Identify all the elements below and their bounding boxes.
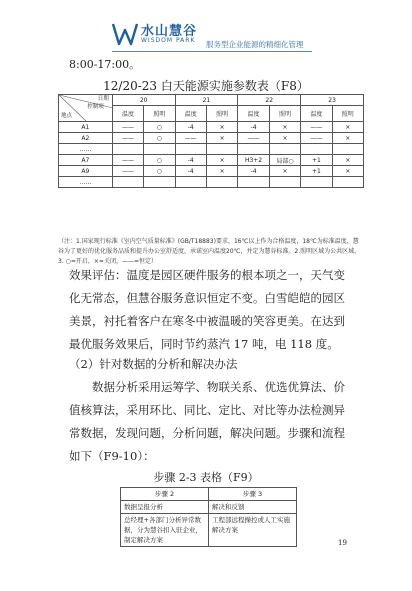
subheader-cell: 温度: [175, 106, 206, 122]
table-cell: [301, 177, 332, 188]
subheader-cell: 温度: [301, 106, 332, 122]
table-cell: [112, 177, 143, 188]
table-cell: ×: [206, 133, 237, 144]
table-cell: 局部○: [269, 155, 300, 166]
date-header: 21: [175, 95, 238, 106]
table-cell: ×: [206, 155, 237, 166]
table-cell: ——: [112, 166, 143, 177]
table-cell: +1: [301, 166, 332, 177]
row-location-label: ……: [59, 177, 113, 188]
table-cell: ○: [144, 133, 175, 144]
energy-parameter-table: [58, 94, 364, 188]
table-cell: ——: [112, 122, 143, 133]
row-location-label: A1: [59, 122, 113, 133]
row-location-label: A7: [59, 155, 113, 166]
subheader-cell: 温度: [238, 106, 269, 122]
table-cell: ×: [269, 122, 300, 133]
step-cell: 总经理+各部门分析异常数据，分为慧谷扣入驻企业，制定解决方案: [121, 514, 209, 547]
table-cell: ×: [206, 166, 237, 177]
table-cell: [206, 144, 237, 155]
table-cell: [301, 144, 332, 155]
table-cell: [112, 144, 143, 155]
table-cell: ○: [144, 155, 175, 166]
table-cell: ×: [332, 166, 363, 177]
table-row: [59, 166, 364, 177]
table-row: [59, 122, 364, 133]
subheader-cell: 照明: [332, 106, 363, 122]
table-cell: [332, 177, 363, 188]
step-cell: 工程部远程操控或人工实施解决方案: [209, 514, 297, 547]
table-cell: [144, 177, 175, 188]
table-cell: ×: [269, 133, 300, 144]
table-cell: ——: [301, 133, 332, 144]
table-cell: [175, 144, 206, 155]
table-cell: -4: [238, 166, 269, 177]
subheader-cell: 温度: [112, 106, 143, 122]
table-cell: [269, 177, 300, 188]
table-cell: -4: [175, 166, 206, 177]
table-cell: ○: [144, 122, 175, 133]
row-location-label: ……: [59, 144, 113, 155]
table-cell: ——: [112, 133, 143, 144]
table-cell: ——: [175, 133, 206, 144]
corner-label-location: 地点: [61, 113, 73, 119]
corner-label-date: 日期: [97, 96, 109, 102]
subheader-cell: 照明: [206, 106, 237, 122]
brand-english-name: WISDOM PARK: [141, 37, 196, 44]
date-header: 23: [301, 95, 364, 106]
table-cell: ×: [206, 122, 237, 133]
table-cell: +1: [301, 155, 332, 166]
table-cell: ——: [301, 122, 332, 133]
table-cell: ○: [144, 166, 175, 177]
table-cell: ——: [238, 133, 269, 144]
table-cell: ×: [332, 133, 363, 144]
section-heading: （2）针对数据的分析和解决办法: [69, 357, 238, 371]
brand-name: 水山慧谷: [141, 24, 198, 39]
table-cell: [332, 144, 363, 155]
table-row: [59, 133, 364, 144]
row-location-label: A2: [59, 133, 113, 144]
table-corner-cell: [59, 95, 113, 122]
corner-label-control: 控制项: [87, 104, 104, 110]
table-cell: ×: [269, 166, 300, 177]
table-cell: ——: [112, 155, 143, 166]
table-cell: [144, 144, 175, 155]
intro-time: 8:00-17:00。: [69, 58, 141, 71]
steps-table: [120, 487, 297, 547]
table-cell: H3+2: [238, 155, 269, 166]
table-cell: ×: [332, 122, 363, 133]
wisdom-park-logo-icon: [112, 22, 138, 46]
data-analysis-paragraph: 数据分析采用运筹学、物联关系、优选优算法、价值核算法，采用环比、同比、定比、对比等办法检测异常数据，发现问题，分析问题，解决问题。步骤和流程如下（F9-10）：: [69, 380, 345, 463]
date-header: 20: [112, 95, 175, 106]
step-header: 步骤 3: [209, 488, 297, 501]
table-cell: [175, 177, 206, 188]
table-cell: ×: [332, 155, 363, 166]
table-row: [59, 177, 364, 188]
step-cell: 数据呈报分析: [121, 501, 209, 514]
table-f9-title: 步骤 2-3 表格（F9）: [153, 471, 259, 484]
row-location-label: A9: [59, 166, 113, 177]
table-cell: -4: [175, 122, 206, 133]
table-f8-title: 12/20-23 白天能源实施参数表（F8）: [103, 79, 309, 93]
effect-evaluation-paragraph: 效果评估：温度是园区硬件服务的根本项之一，天气变化无常态，但慧谷服务意识恒定不变。白雪皑皑的园区美景，衬托着客户在寒冬中被温暖的笑容更美。在达到最优服务效果后，同时节约蒸汽 17 吨，电 118 度。: [69, 268, 345, 351]
header-divider: [112, 51, 312, 52]
page-number: 19: [338, 539, 347, 547]
header-slogan: 服务型企业能源的精细化管理: [206, 40, 304, 49]
table-row: [59, 144, 364, 155]
table-cell: [206, 177, 237, 188]
table-note: （注：1.国家现行标准《室内空气质量标准》(GB/T18883)要求，16℃以上作为合格温度，18℃为标准温度，慧谷为了更好的优化服务品质和提升办公室舒适度，承诺室内温度20℃，并定为慧谷标准。2.照明区域为公共区域。 3. ○=开启，×=关闭，——=恒定）: [58, 238, 361, 265]
table-cell: -4: [175, 155, 206, 166]
subheader-cell: 照明: [269, 106, 300, 122]
table-row: [59, 155, 364, 166]
subheader-cell: 照明: [144, 106, 175, 122]
date-header: 22: [238, 95, 301, 106]
step-cell: 解决和反馈: [209, 501, 297, 514]
step-header: 步骤 2: [121, 488, 209, 501]
table-cell: [269, 144, 300, 155]
table-cell: [238, 177, 269, 188]
table-cell: [238, 144, 269, 155]
table-cell: -4: [238, 122, 269, 133]
table-body: [59, 122, 364, 188]
